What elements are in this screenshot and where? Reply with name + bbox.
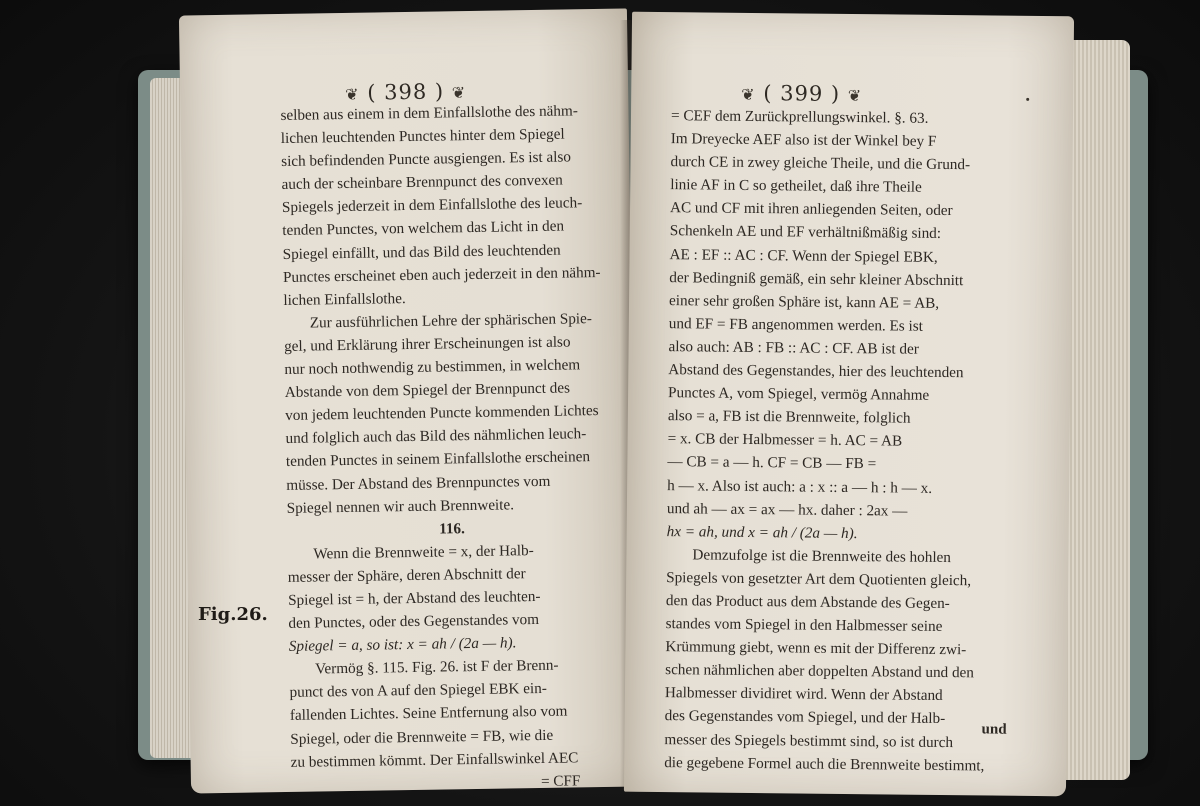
text-line: den das Product aus dem Abstande des Gegen- [665,592,950,613]
text-line: = x. CB der Halbmesser = h. AC = AB [667,430,903,450]
text-line: selben aus einem in dem Einfallslothe des nähm- [280,102,578,124]
text-line: lichen leuchtenden Punctes hinter dem Spiegel [280,125,565,148]
text-line: Zur ausführlichen Lehre der sphärischen Spie- [309,309,593,332]
ornament-icon: ❦ [741,84,756,105]
text-line: und ah — ax = ax — hx. daher : 2ax — [666,499,908,520]
text-line: AC und CF mit ihren anliegenden Seiten, oder [669,199,953,220]
text-line: Spiegels von gesetzter Art dem Quotienten gleich, [666,568,972,590]
text-line: Abstand des Gegenstandes, hier des leuchtenden [668,361,964,382]
text-line: also = a, FB ist die Brennweite, folglich [667,407,911,427]
ornament-icon: ❦ [451,83,467,103]
text-line: lichen Einfallslothe. [283,289,406,309]
text-line: Punctes erscheinet eben auch jederzeit in den nähm- [282,263,601,286]
text-line: gel, und Erklärung ihrer Erscheinungen ist also [283,333,571,355]
section-number: 116. [439,519,466,538]
text-line: den Punctes, oder des Gegenstandes vom [288,611,540,632]
text-line: die gegebene Formel auch die Brennweite bestimmt, [664,753,985,775]
text-line: messer der Sphäre, deren Abschnitt der [287,565,526,586]
text-line: zu bestimmen kömmt. Der Einfallswinkel AEC [290,749,579,771]
text-line: AE : EF :: AC : CF. Wenn der Spiegel EBK, [669,245,938,266]
text-line: also auch: AB : FB :: AC : CF. AB ist der [668,338,919,358]
text-line: = CFF [540,772,581,790]
text-line: Im Dreyecke AEF also ist der Winkel bey F [670,130,937,150]
text-line: standes vom Spiegel in den Halbmesser seine [665,615,943,636]
text-line: auch der scheinbare Brennpunct des convexen [281,171,563,194]
text-line: Spiegels jederzeit in dem Einfallslothe des leuch- [281,194,583,217]
ornament-icon: ❦ [345,84,360,104]
text-line: Spiegel, oder die Brennweite = FB, wie die [290,726,554,748]
text-line: Spiegel nennen wir auch Brennweite. [286,495,515,517]
text-line: Spiegel ist = h, der Abstand des leuchten- [287,587,541,609]
text-line: tenden Punctes in seinem Einfallslothe erscheinen [285,448,591,471]
left-page-text [280,99,621,797]
text-line: tenden Punctes, von welchem das Licht in den [282,218,565,240]
text-line: linie AF in C so getheilet, daß ihre Theile [670,176,922,197]
text-line: einer sehr großen Sphäre ist, kann AE = AB, [668,291,940,312]
text-line: und EF = FB angenommen werden. Es ist [668,314,923,335]
text-line: nur noch nothwendig zu bestimmen, in welchem [284,356,581,378]
ink-speck [1026,98,1029,101]
text-line: der Bedingniß gemäß, ein sehr kleiner Abschnitt [669,268,964,289]
ornament-icon: ❦ [847,85,863,106]
text-line: Wenn die Brennweite = x, der Halb- [313,541,534,563]
right-page [624,12,1074,797]
figure-margin-note: Fig.26. [198,604,268,625]
text-line: Spiegel einfällt, und das Bild des leuchtenden [282,241,561,263]
left-page [179,9,639,794]
text-line: messer des Spiegels bestimmt sind, so ist durch [664,730,954,751]
formula-line: hx = ah, und x = ah / (2a — h). [666,522,858,542]
formula-line: Spiegel = a, so ist: x = ah / (2a — h). [288,634,517,656]
text-line: durch CE in zwey gleiche Theile, und die Grund- [670,153,971,174]
text-line: punct des von A auf den Spiegel EBK ein- [289,680,547,702]
right-page-text [664,104,991,777]
text-line: des Gegenstandes vom Spiegel, und der Halb- [664,707,946,728]
left-page-number: ( 398 ) [367,79,445,105]
text-line: Demzufolge ist die Brennweite des hohlen [692,546,952,566]
right-page-header [741,81,862,106]
text-line: Halbmesser dividiret wird. Wenn der Abstand [664,684,943,705]
text-line: Schenkeln AE und EF verhältnißmäßig sind: [669,222,942,243]
right-page-number: ( 399 ) [763,81,841,106]
text-line: sich befindenden Puncte ausgiengen. Es ist also [281,148,572,171]
catchword: und [981,721,1007,738]
text-line: und folglich auch das Bild des nähmlichen leuch- [285,425,587,448]
text-line: Abstande von dem Spiegel der Brennpunct des [284,379,571,402]
text-line: von jedem leuchtenden Puncte kommenden Lichtes [285,402,599,425]
text-line: schen nähmlichen aber doppelten Abstand und den [665,661,975,682]
text-line: Krümmung giebt, wenn es mit der Differenz zwi- [665,638,967,659]
text-line: Punctes A, vom Spiegel, vermög Annahme [668,384,930,404]
text-line: fallenden Lichtes. Seine Entfernung also vom [289,702,568,725]
text-line: müsse. Der Abstand des Brennpunctes vom [286,472,551,494]
text-line: — CB = a — h. CF = CB — FB = [667,453,877,473]
text-line: h — x. Also ist auch: a : x :: a — h : h — x. [667,476,933,497]
text-line: Vermög §. 115. Fig. 26. ist F der Brenn- [315,656,559,678]
text-line: = CEF dem Zurückprellungswinkel. §. 63. [670,107,929,127]
